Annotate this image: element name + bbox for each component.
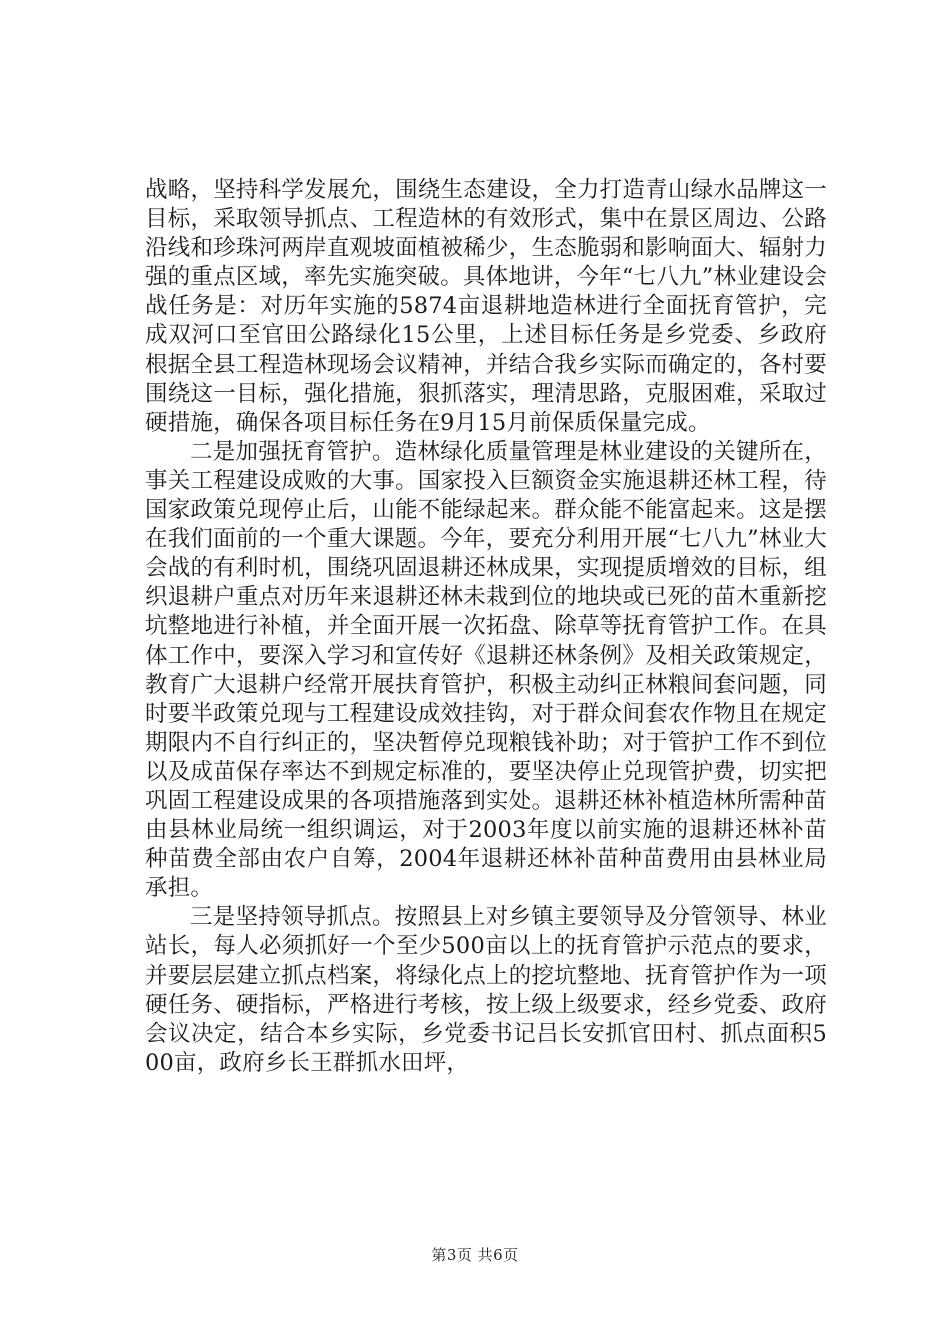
paragraph-continued: 战略，坚持科学发展允，围绕生态建设，全力打造青山绿水品牌这一目标，采取领导抓点、工程造林的有效形式，集中在景区周边、公路沿线和珍珠河两岸直观坡面植被稀少，生态脆弱和影响面大、辐射力强的重点区域，率先实施突破。具体地讲，今年“七八九”林业建设会战任务是：对历年实施的5874亩退耕地造林进行全面抚育管护，完成双河口至官田公路绿化15公里，上述目标任务是乡党委、乡政府根据全县工程造林现场会议精神，并结合我乡实际而确定的，各村要围绕这一目标，强化措施，狠抓落实，理清思路，克服困难，采取过硬措施，确保各项目标任务在9月15月前保质保量完成。 <box>145 177 827 436</box>
page-footer: 第3页 共6页 <box>431 1246 519 1264</box>
document-body <box>145 176 827 1078</box>
paragraph-leadership-points: 三是坚持领导抓点。按照县上对乡镇主要领导及分管领导、林业站长，每人必须抓好一个至少500亩以上的抚育管护示范点的要求，并要层层建立抓点档案，将绿化点上的挖坑整地、抚育管护作为一项硬任务、硬指标，严格进行考核，按上级上级要求，经乡党委、政府会议决定，结合本乡实际，乡党委书记吕长安抓官田村、抓点面积500亩，政府乡长王群抓水田坪， <box>145 904 827 1076</box>
paragraph-nurturing-management: 二是加强抚育管护。造林绿化质量管理是林业建设的关键所在，事关工程建设成败的大事。国家投入巨额资金实施退耕还林工程，待国家政策兑现停止后，山能不能绿起来。群众能不能富起来。这是摆在我们面前的一个重大课题。今年，要充分利用开展“七八九”林业大会战的有利时机，围绕巩固退耕还林成果，实现提质增效的目标，组织退耕户重点对历年来退耕还林未栽到位的地块或已死的苗木重新挖坑整地进行补植，并全面开展一次拓盘、除草等抚育管护工作。在具体工作中，要深入学习和宣传好《退耕还林条例》及相关政策规定，教育广大退耕户经常开展扶育管护，积极主动纠正林粮间套问题，同时要半政策兑现与工程建设成效挂钩，对于群众间套农作物且在规定期限内不自行纠正的，坚决暂停兑现粮钱补助；对于管护工作不到位以及成苗保存率达不到规定标准的，要坚决停止兑现管护费，切实把巩固工程建设成果的各项措施落到实处。退耕还林补植造林所需种苗由县林业局统一组织调运，对于2003年度以前实施的退耕还林补苗种苗费全部由农户自筹，2004年退耕还林补苗种苗费用由县林业局承担。 <box>145 438 827 902</box>
